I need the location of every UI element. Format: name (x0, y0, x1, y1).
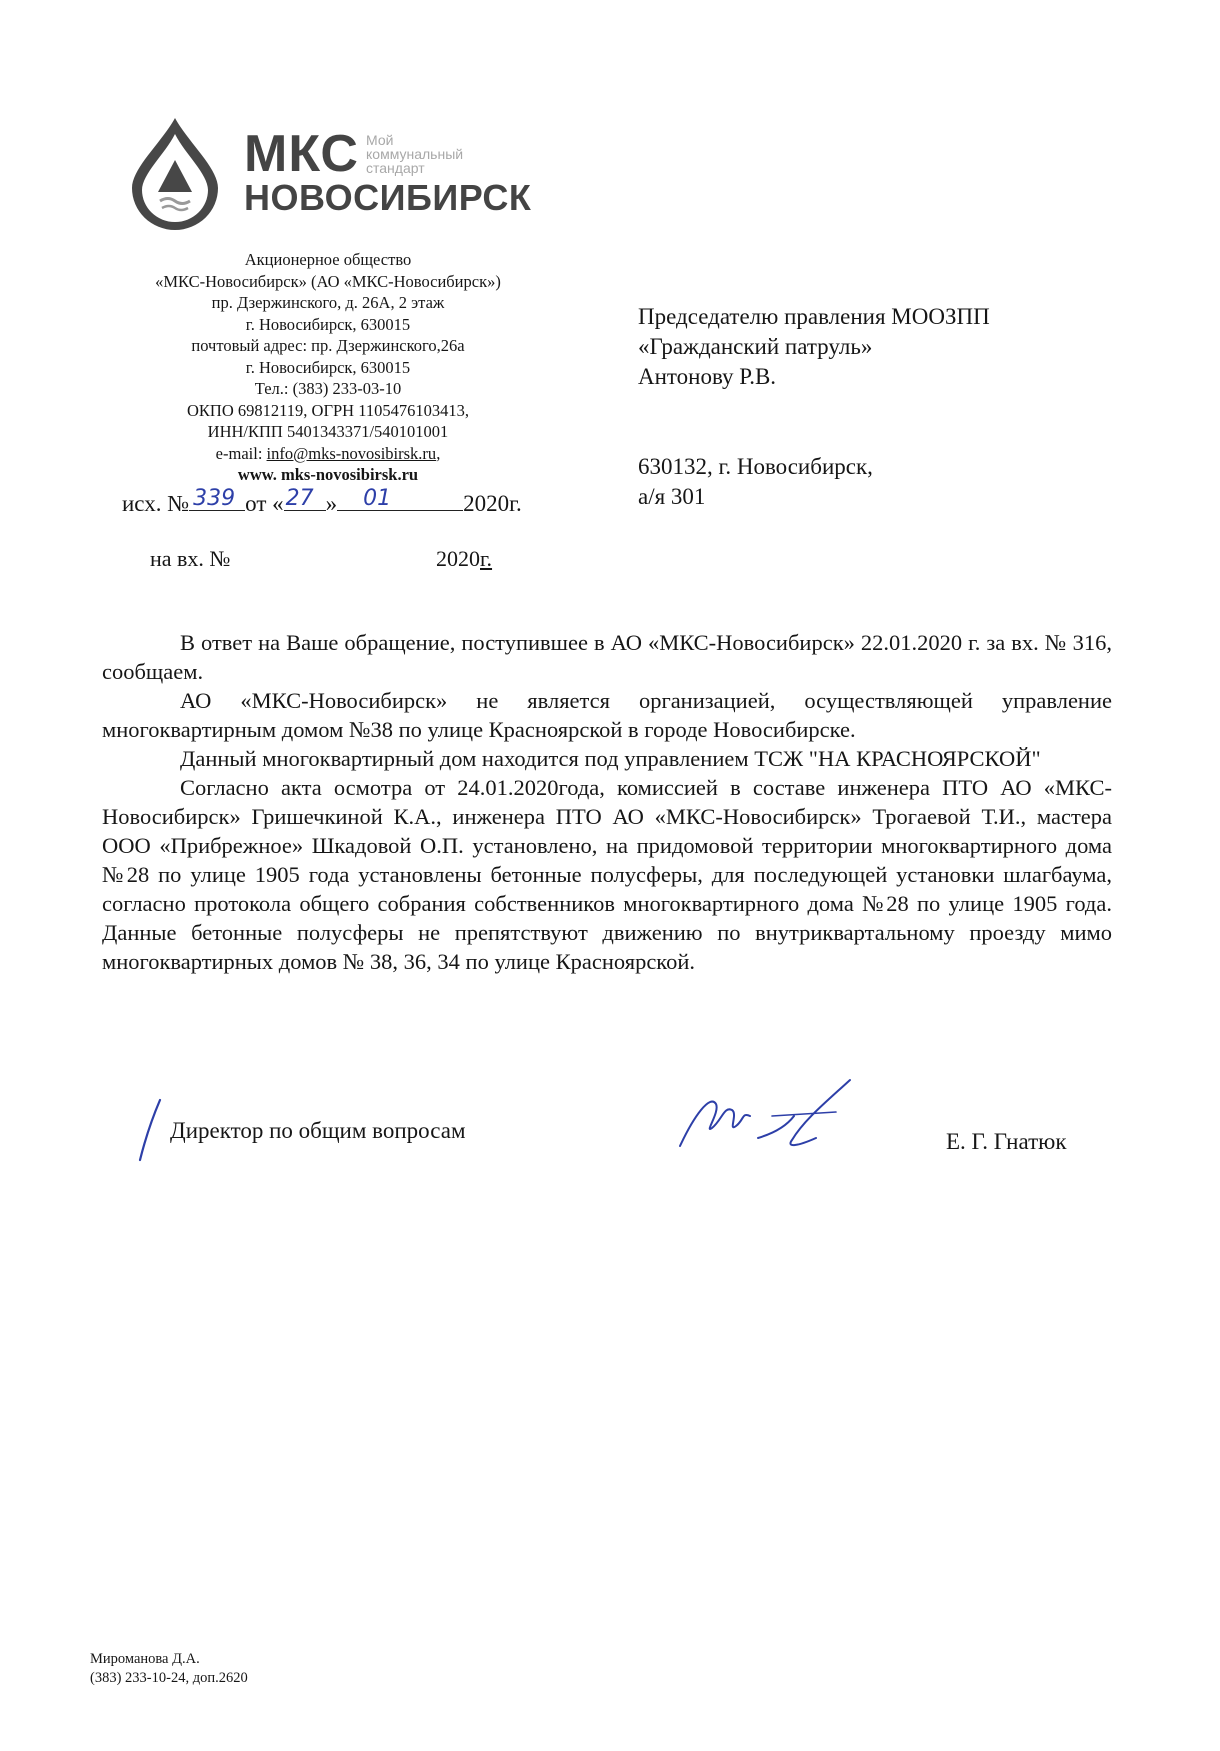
logo-city: НОВОСИБИРСК (244, 177, 532, 218)
outgoing-month: 01 (363, 486, 392, 511)
executor-info: Мироманова Д.А. (383) 233-10-24, доп.2620 (90, 1651, 248, 1686)
outgoing-day: 27 (285, 486, 314, 511)
outgoing-reference: исх. № 339 от « 27 » 01 2020г. (122, 486, 522, 516)
logo-wordmark: МКС (244, 125, 359, 183)
logo-tagline: Мой коммунальный стандарт (366, 132, 464, 176)
paragraph: В ответ на Ваше обращение, поступившее в АО «МКС-Новосибирск» 22.01.2020 г. за вх. № 316, сообщаем. (102, 630, 1112, 684)
ink-tick-mark (134, 1098, 164, 1162)
recipient-address: 630132, г. Новосибирск, а/я 301 (638, 454, 873, 509)
recipient: Председателю правления МООЗПП «Гражданский патруль» Антонову Р.В. (638, 304, 990, 389)
sender-details: Акционерное общество «МКС-Новосибирск» (АО «МКС-Новосибирск») пр. Дзержинского, д. 26А, 2 этаж г. Новосибирск, 630015 почтовый адрес: пр. Дзержинского,26а г. Новосибирск, 630015 Тел.: (383) 233-03-10 ОКПО 69812119, ОГРН 1105476103413, ИНН/КПП 5401343371/540101001 e-mail: info@mks-novosibirsk.ru, www. mks-novosibirsk.ru (110, 249, 546, 486)
signatory-title: Директор по общим вопросам (170, 1118, 466, 1143)
paragraph: Согласно акта осмотра от 24.01.2020года, комиссией в составе инженера ПТО АО «МКС-Новосибирск» Гришечкиной К.А., инженера ПТО АО «МКС-Новосибирск» Трогаевой Т.И., мастера ООО «Прибрежное» Шкадовой О.П. установлено, на придомовой территории многоквартирного дома №28 по улице 1905 года установлены бетонные полусферы, для последующей установки шлагбаума, согласно протокола общего собрания собственников многоквартирного дома №28 по улице 1905 года. Данные бетонные полусферы не препятствуют движению по внутриквартальному проезду мимо многоквартирных домов № 38, 36, 34 по улице Красноярской. (102, 775, 1112, 974)
handwritten-signature (676, 1076, 866, 1156)
paragraph: Данный многоквартирный дом находится под управлением ТСЖ "НА КРАСНОЯРСКОЙ" (180, 746, 1041, 771)
letter-body (102, 628, 1112, 976)
drop-logo-icon (128, 116, 222, 230)
outgoing-number: 339 (193, 486, 236, 511)
incoming-reference-label: на вх. № (150, 546, 231, 571)
incoming-reference-year: 2020г. (436, 546, 493, 571)
email-link[interactable]: info@mks-novosibirsk.ru (266, 443, 437, 463)
paragraph: АО «МКС-Новосибирск» не является организацией, осуществляющей управление многоквартирным домом №38 по улице Красноярской в городе Новосибирске. (102, 688, 1112, 742)
signatory-name: Е. Г. Гнатюк (946, 1129, 1067, 1154)
website-link[interactable]: www. mks-novosibirsk.ru (237, 465, 419, 484)
